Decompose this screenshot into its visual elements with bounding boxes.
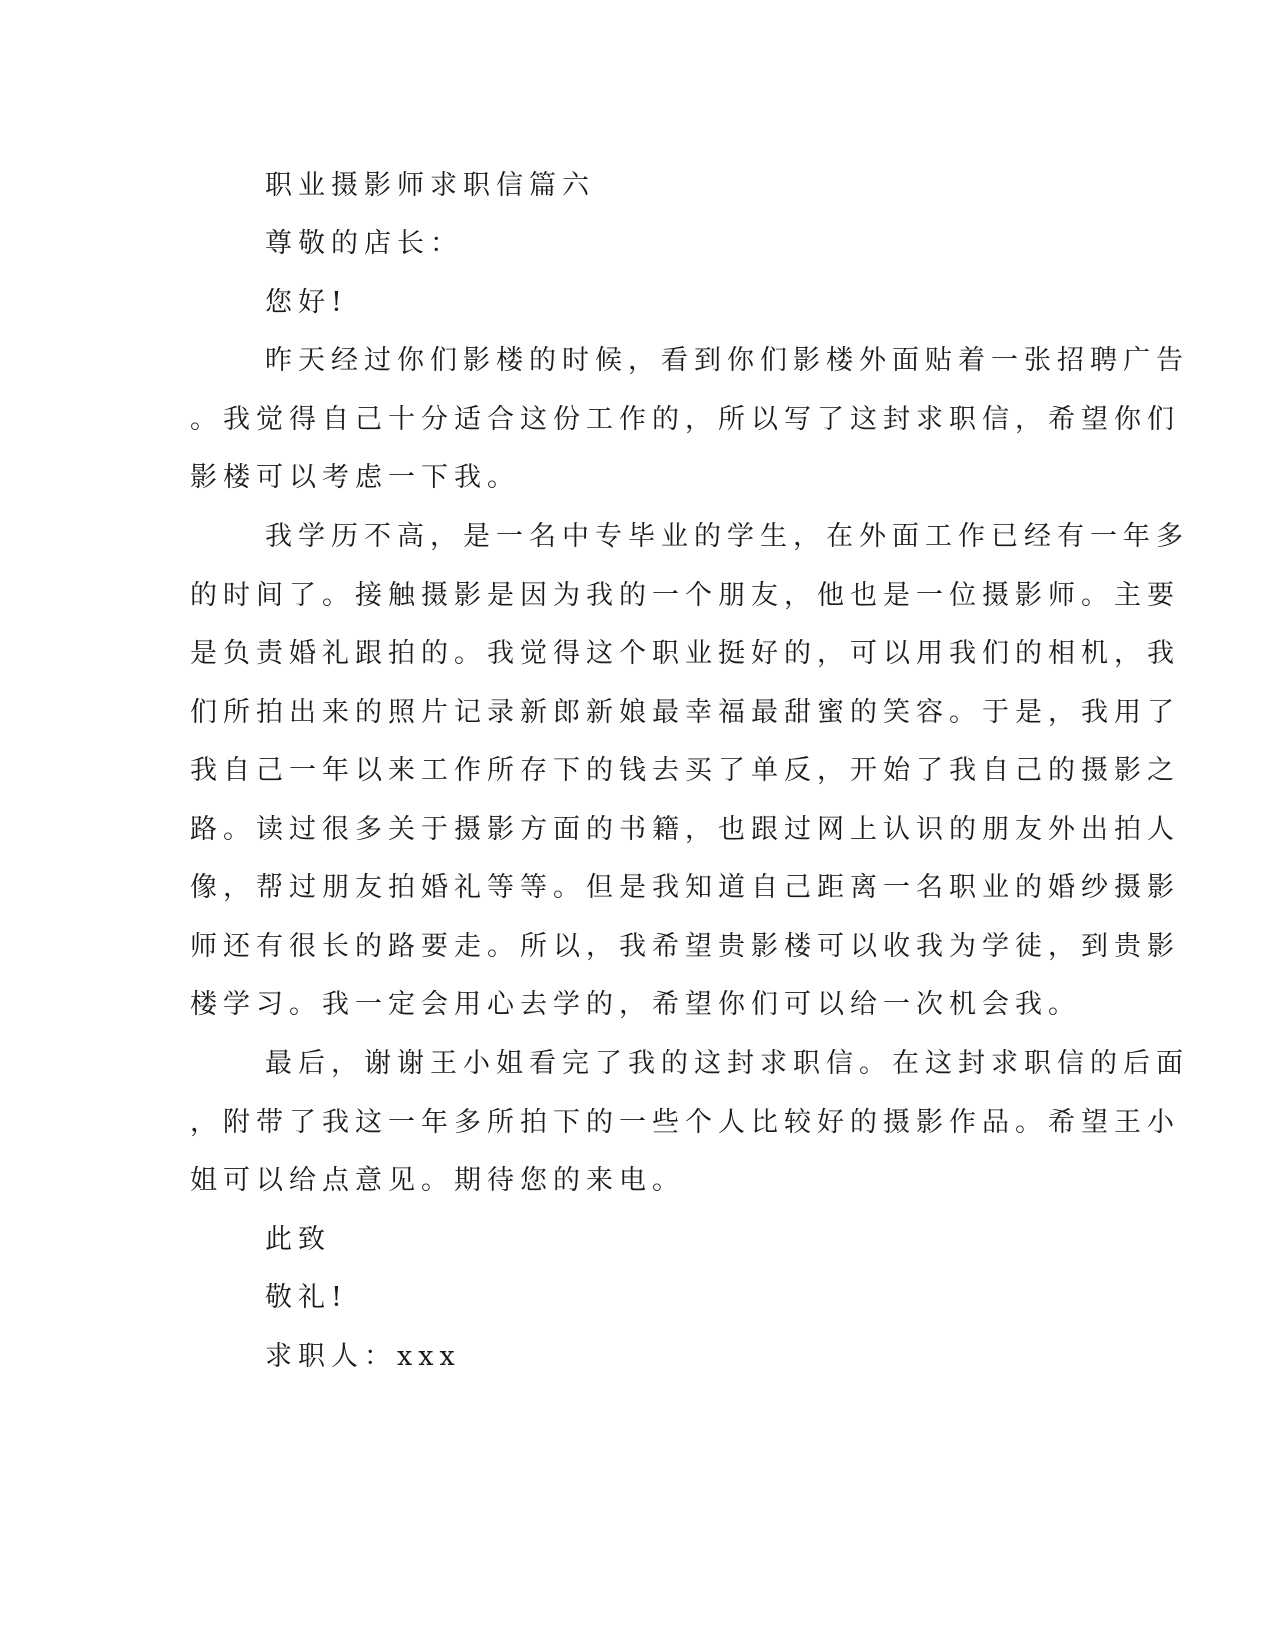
- greeting: 您好!: [265, 287, 348, 318]
- body-line: 最后，谢谢王小姐看完了我的这封求职信。在这封求职信的后面: [265, 1048, 1189, 1079]
- body-line: 楼学习。我一定会用心去学的，希望你们可以给一次机会我。: [190, 989, 1081, 1020]
- body-line: 路。读过很多关于摄影方面的书籍，也跟过网上认识的朋友外出拍人: [190, 814, 1180, 845]
- body-line: 昨天经过你们影楼的时候，看到你们影楼外面贴着一张招聘广告: [265, 345, 1189, 376]
- letter-title: 职业摄影师求职信篇六: [265, 170, 595, 201]
- body-line: 们所拍出来的照片记录新郎新娘最幸福最甜蜜的笑容。于是，我用了: [190, 697, 1180, 728]
- signature: 求职人：xxx: [265, 1341, 461, 1372]
- salutation: 尊敬的店长：: [265, 228, 463, 259]
- closing-line-1: 此致: [265, 1224, 331, 1255]
- body-line: 姐可以给点意见。期待您的来电。: [190, 1165, 685, 1196]
- body-line: 的时间了。接触摄影是因为我的一个朋友，他也是一位摄影师。主要: [190, 580, 1180, 611]
- closing-line-2: 敬礼!: [265, 1282, 348, 1313]
- body-line: 我自己一年以来工作所存下的钱去买了单反，开始了我自己的摄影之: [190, 755, 1180, 786]
- body-line: 是负责婚礼跟拍的。我觉得这个职业挺好的，可以用我们的相机，我: [190, 638, 1180, 669]
- body-line: 像，帮过朋友拍婚礼等等。但是我知道自己距离一名职业的婚纱摄影: [190, 872, 1180, 903]
- body-line: 我学历不高，是一名中专毕业的学生，在外面工作已经有一年多: [265, 521, 1189, 552]
- body-line: 师还有很长的路要走。所以，我希望贵影楼可以收我为学徒，到贵影: [190, 931, 1180, 962]
- body-line: ，附带了我这一年多所拍下的一些个人比较好的摄影作品。希望王小: [190, 1107, 1180, 1138]
- body-line: 影楼可以考虑一下我。: [190, 462, 520, 493]
- body-line: 。我觉得自己十分适合这份工作的，所以写了这封求职信，希望你们: [190, 404, 1180, 435]
